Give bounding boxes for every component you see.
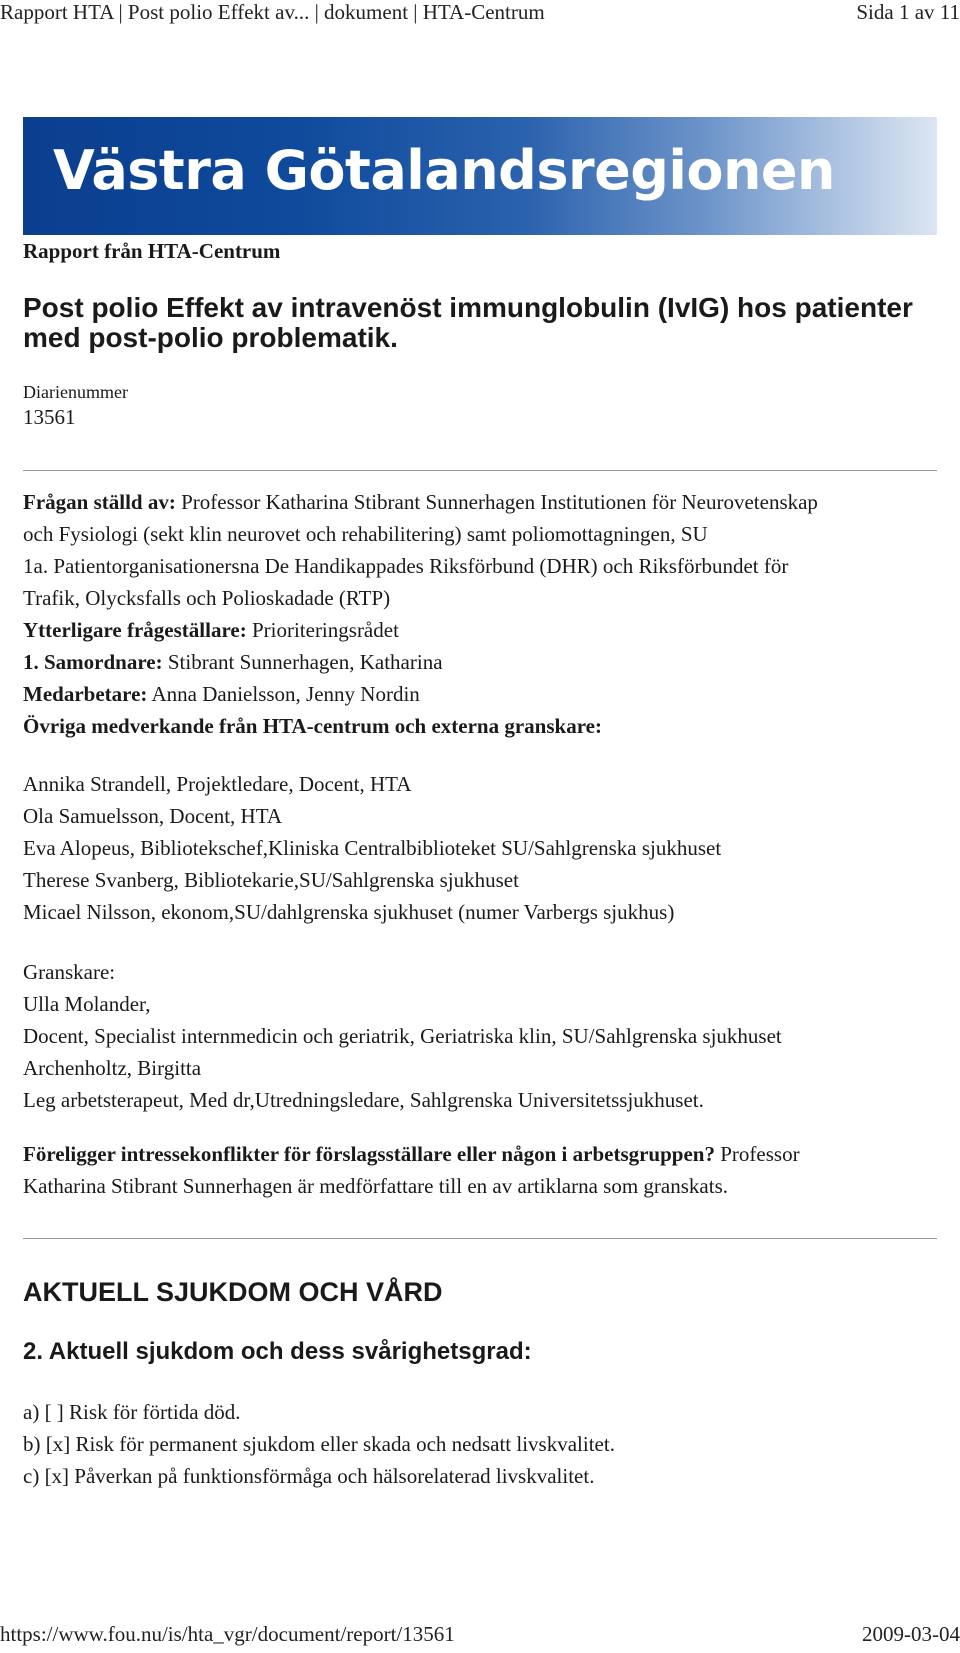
staff-line <box>23 678 937 710</box>
diarie-number: 13561 <box>23 405 76 429</box>
list-item: Eva Alopeus, Bibliotekschef,Kliniska Centralbiblioteket SU/Sahlgrenska sjukhuset <box>23 836 722 860</box>
participants-list <box>23 768 937 928</box>
option-item: b) [x] Risk för permanent sjukdom eller skada och nedsatt livskvalitet. <box>23 1432 615 1456</box>
section-title: AKTUELL SJUKDOM OCH VÅRD <box>23 1277 443 1307</box>
conflict-answer: Professor <box>720 1142 800 1166</box>
option-item: a) [ ] Risk för förtida död. <box>23 1400 241 1424</box>
list-item: Docent, Specialist internmedicin och geriatrik, Geriatriska klin, SU/Sahlgrenska sjukhuset <box>23 1024 782 1048</box>
reviewers-label: Granskare: <box>23 960 116 984</box>
others-heading: Övriga medverkande från HTA-centrum och externa granskare: <box>23 714 602 738</box>
question-block <box>23 486 937 742</box>
list-item: Micael Nilsson, ekonom,SU/dahlgrenska sjukhuset (numer Varbergs sjukhus) <box>23 900 675 924</box>
list-item: Leg arbetsterapeut, Med dr,Utredningsledare, Sahlgrenska Universitetssjukhuset. <box>23 1088 704 1112</box>
conflict-of-interest <box>23 1138 937 1202</box>
list-item: Ola Samuelsson, Docent, HTA <box>23 804 283 828</box>
staff-label: Medarbetare: <box>23 682 148 706</box>
print-header <box>0 0 960 26</box>
diarie-label: Diarienummer <box>23 382 128 402</box>
coordinator-value: Stibrant Sunnerhagen, Katharina <box>167 650 443 674</box>
asked-by-text: Professor Katharina Stibrant Sunnerhagen Institutionen för Neurovetenskap <box>181 490 818 514</box>
subsection-title: 2. Aktuell sjukdom och dess svårighetsgrad: <box>23 1338 532 1365</box>
option-item: c) [x] Påverkan på funktionsförmåga och hälsorelaterad livskvalitet. <box>23 1464 595 1488</box>
list-item: Annika Strandell, Projektledare, Docent, HTA <box>23 772 412 796</box>
staff-value: Anna Danielsson, Jenny Nordin <box>151 682 420 706</box>
asked-by-text: 1a. Patientorganisationersna De Handikappades Riksförbund (DHR) och Riksförbundet för <box>23 554 789 578</box>
additional-asker-value: Prioriteringsrådet <box>251 618 399 642</box>
additional-asker-label: Ytterligare frågeställare: <box>23 618 247 642</box>
severity-options <box>23 1396 937 1492</box>
divider <box>23 470 937 471</box>
source-url: https://www.fou.nu/is/hta_vgr/document/report/13561 <box>0 1622 455 1646</box>
page-number: Sida 1 av 11 <box>856 0 960 24</box>
asked-by-text: och Fysiologi (sekt klin neurovet och rehabilitering) samt poliomottagningen, SU <box>23 522 708 546</box>
print-footer <box>0 1622 960 1650</box>
asked-by-text: Trafik, Olycksfalls och Polioskadade (RTP) <box>23 586 391 610</box>
report-source: Rapport från HTA-Centrum <box>23 239 281 263</box>
organization-logo-text: Västra Götalandsregionen <box>53 139 835 202</box>
list-item: Archenholtz, Birgitta <box>23 1056 202 1080</box>
asked-by-label: Frågan ställd av: <box>23 490 176 514</box>
list-item: Therese Svanberg, Bibliotekarie,SU/Sahlgrenska sjukhuset <box>23 868 519 892</box>
additional-asker-line <box>23 614 937 646</box>
print-header-title: Rapport HTA | Post polio Effekt av... | dokument | HTA-Centrum <box>0 0 545 24</box>
reviewers-list <box>23 956 937 1116</box>
page-title: Post polio Effekt av intravenöst immunglobulin (IvIG) hos patienter med post-polio problematik. <box>23 292 913 353</box>
conflict-question: Föreligger intressekonflikter för förslagsställare eller någon i arbetsgruppen? <box>23 1142 715 1166</box>
divider <box>23 1238 937 1239</box>
conflict-answer-continued: Katharina Stibrant Sunnerhagen är medförfattare till en av artiklarna som granskats. <box>23 1174 728 1198</box>
organization-banner <box>23 117 937 235</box>
print-date: 2009-03-04 <box>862 1622 960 1646</box>
list-item: Ulla Molander, <box>23 992 151 1016</box>
coordinator-line <box>23 646 937 678</box>
coordinator-label: 1. Samordnare: <box>23 650 163 674</box>
asked-by-line <box>23 486 937 518</box>
